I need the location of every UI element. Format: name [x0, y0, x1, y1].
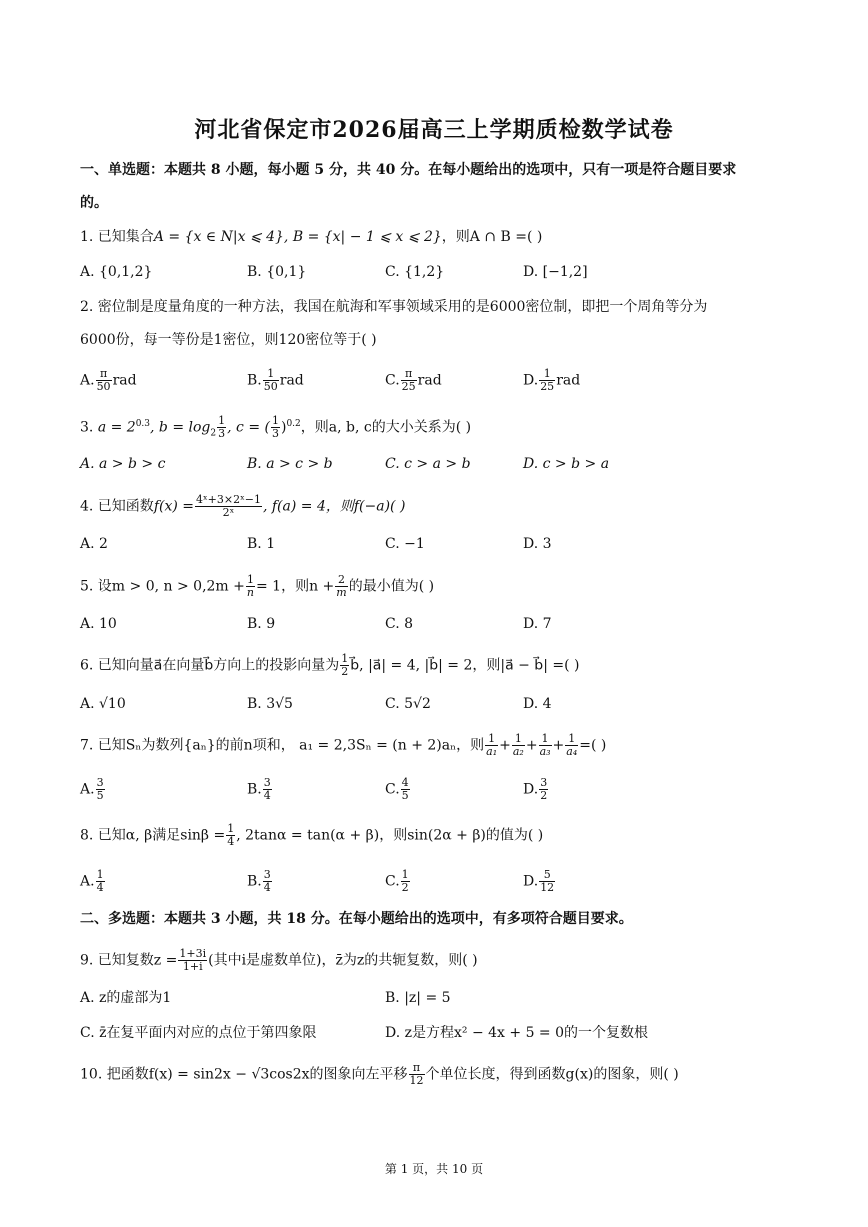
q4-option-a[interactable]: A. 2 — [80, 536, 108, 552]
q5-option-b[interactable]: B. 9 — [247, 616, 276, 632]
q2-option-d[interactable]: D. $\frac{1}{25}$ rad — [523, 367, 581, 393]
q2-option-b[interactable]: B. $\frac{1}{50}$ rad — [247, 367, 304, 393]
question-4: 4. 已知函数f(x) = $\frac{\text{4ˣ+3×2ˣ−1}}{\text{2ˣ}}$ , f(a) = 4，则f(−a)( ) — [80, 493, 406, 519]
question-5: 5. 设m > 0, n > 0,2m + $\frac{1}{n}$ = 1，则n + $\frac{2}{m}$ 的最小值为( ) — [80, 573, 435, 599]
q6-option-d[interactable]: D. 4 — [523, 696, 552, 712]
question-2-line1: 2. 密位制是度量角度的一种方法，我国在航海和军事领域采用的是6000密位制，即把一个周角等分为 — [80, 299, 708, 315]
q5-option-c[interactable]: C. 8 — [385, 616, 414, 632]
q6-option-b[interactable]: B. 3√5 — [247, 696, 293, 712]
q9-option-b[interactable]: B. |z| = 5 — [385, 990, 451, 1006]
q4-option-c[interactable]: C. −1 — [385, 536, 425, 552]
question-2-line2: 6000份，每一等份是1密位，则120密位等于( ) — [80, 332, 377, 348]
q8-option-c[interactable]: C. $\frac{1}{2}$ — [385, 868, 409, 894]
question-8: 8. 已知α, β满足sinβ = $\frac{1}{4}$ , 2tanα = tan(α + β)，则sin(2α + β)的值为( ) — [80, 822, 544, 848]
section1-heading: 一、单选题：本题共 8 小题，每小题 5 分，共 40 分。在每小题给出的选项中，只有一项是符合题目要求 — [80, 162, 737, 178]
q3-option-c[interactable]: C. c > a > b — [385, 456, 471, 472]
q2-option-c[interactable]: C. $\frac{\pi}{25}$ rad — [385, 367, 442, 393]
question-7: 7. 已知Sₙ为数列{aₙ}的前n项和， a₁ = 2,3Sₙ = (n + 2)aₙ，则 $\frac{1}{\text{a₁}}$ + $\frac{1}{\text{a₂}}$ + $\frac{1}{\text{a₃}}$ + $\frac{1}{\text{a₄}}$ =( ) — [80, 732, 607, 758]
q3-option-d[interactable]: D. c > b > a — [523, 456, 610, 472]
q8-option-a[interactable]: A. $\frac{1}{4}$ — [80, 868, 104, 894]
q3-option-a[interactable]: A. a > b > c — [80, 456, 166, 472]
q1-option-d[interactable]: D. [−1,2] — [523, 264, 588, 280]
q1-option-a[interactable]: A. {0,1,2} — [80, 264, 153, 280]
q4-option-d[interactable]: D. 3 — [523, 536, 552, 552]
question-1 — [80, 227, 542, 247]
q7-option-d[interactable]: D. $\frac{3}{2}$ — [523, 776, 548, 802]
q6-option-c[interactable]: C. 5√2 — [385, 696, 431, 712]
q1-expr: A = {x ∈ N|x ⩽ 4}, B = {x| − 1 ⩽ x ⩽ 2} — [153, 229, 442, 245]
page-title: 河北省保定市2026届高三上学期质检数学试卷 — [194, 117, 674, 143]
question-10: 10. 把函数f(x) = sin2x − √3cos2x的图象向左平移 $\frac{\pi}{12}$ 个单位长度，得到函数g(x)的图象，则( ) — [80, 1061, 679, 1087]
q7-option-b[interactable]: B. $\frac{3}{4}$ — [247, 776, 271, 802]
q1-suffix: ，则A ∩ B =( ) — [441, 229, 543, 245]
q8-option-d[interactable]: D. $\frac{5}{12}$ — [523, 868, 555, 894]
q3-option-b[interactable]: B. a > c > b — [247, 456, 333, 472]
q6-option-a[interactable]: A. √10 — [80, 696, 126, 712]
section1-heading-cont: 的。 — [80, 195, 108, 211]
q7-option-c[interactable]: C. $\frac{4}{5}$ — [385, 776, 409, 802]
q5-option-d[interactable]: D. 7 — [523, 616, 552, 632]
q9-option-d[interactable]: D. z是方程x² − 4x + 5 = 0的一个复数根 — [385, 1025, 649, 1041]
q2-option-a[interactable]: A. $\frac{\pi}{50}$ rad — [80, 367, 137, 393]
q9-option-a[interactable]: A. z的虚部为1 — [80, 990, 172, 1006]
q1-option-c[interactable]: C. {1,2} — [385, 264, 445, 280]
question-6: 6. 已知向量a⃗在向量b⃗方向上的投影向量为 $\frac{1}{2}$ b⃗, |a⃗| = 4, |b⃗| = 2，则|a⃗ − b⃗| =( ) — [80, 652, 580, 678]
q5-option-a[interactable]: A. 10 — [80, 616, 117, 632]
question-9: 9. 已知复数z = $\frac{1+3i}{1+i}$ (其中i是虚数单位)，z̄为z的共轭复数，则( ) — [80, 947, 478, 973]
page-footer: 第 1 页，共 10 页 — [384, 1162, 484, 1176]
question-3: 3. $a = 2^{0.3}$, $b = \log_2$ $\frac{1}{3}$ , c = ( $\frac{1}{3}$ )$^{0.2}$，则a, b, c的大小关系为( ) — [80, 414, 472, 441]
q7-option-a[interactable]: A. $\frac{3}{5}$ — [80, 776, 104, 802]
q4-option-b[interactable]: B. 1 — [247, 536, 276, 552]
q9-option-c[interactable]: C. z̄在复平面内对应的点位于第四象限 — [80, 1025, 317, 1041]
section2-heading: 二、多选题：本题共 3 小题，共 18 分。在每小题给出的选项中，有多项符合题目要求。 — [80, 911, 633, 927]
q1-prefix: 1. 已知集合 — [80, 229, 154, 245]
q1-option-b[interactable]: B. {0,1} — [247, 264, 307, 280]
q8-option-b[interactable]: B. $\frac{3}{4}$ — [247, 868, 271, 894]
